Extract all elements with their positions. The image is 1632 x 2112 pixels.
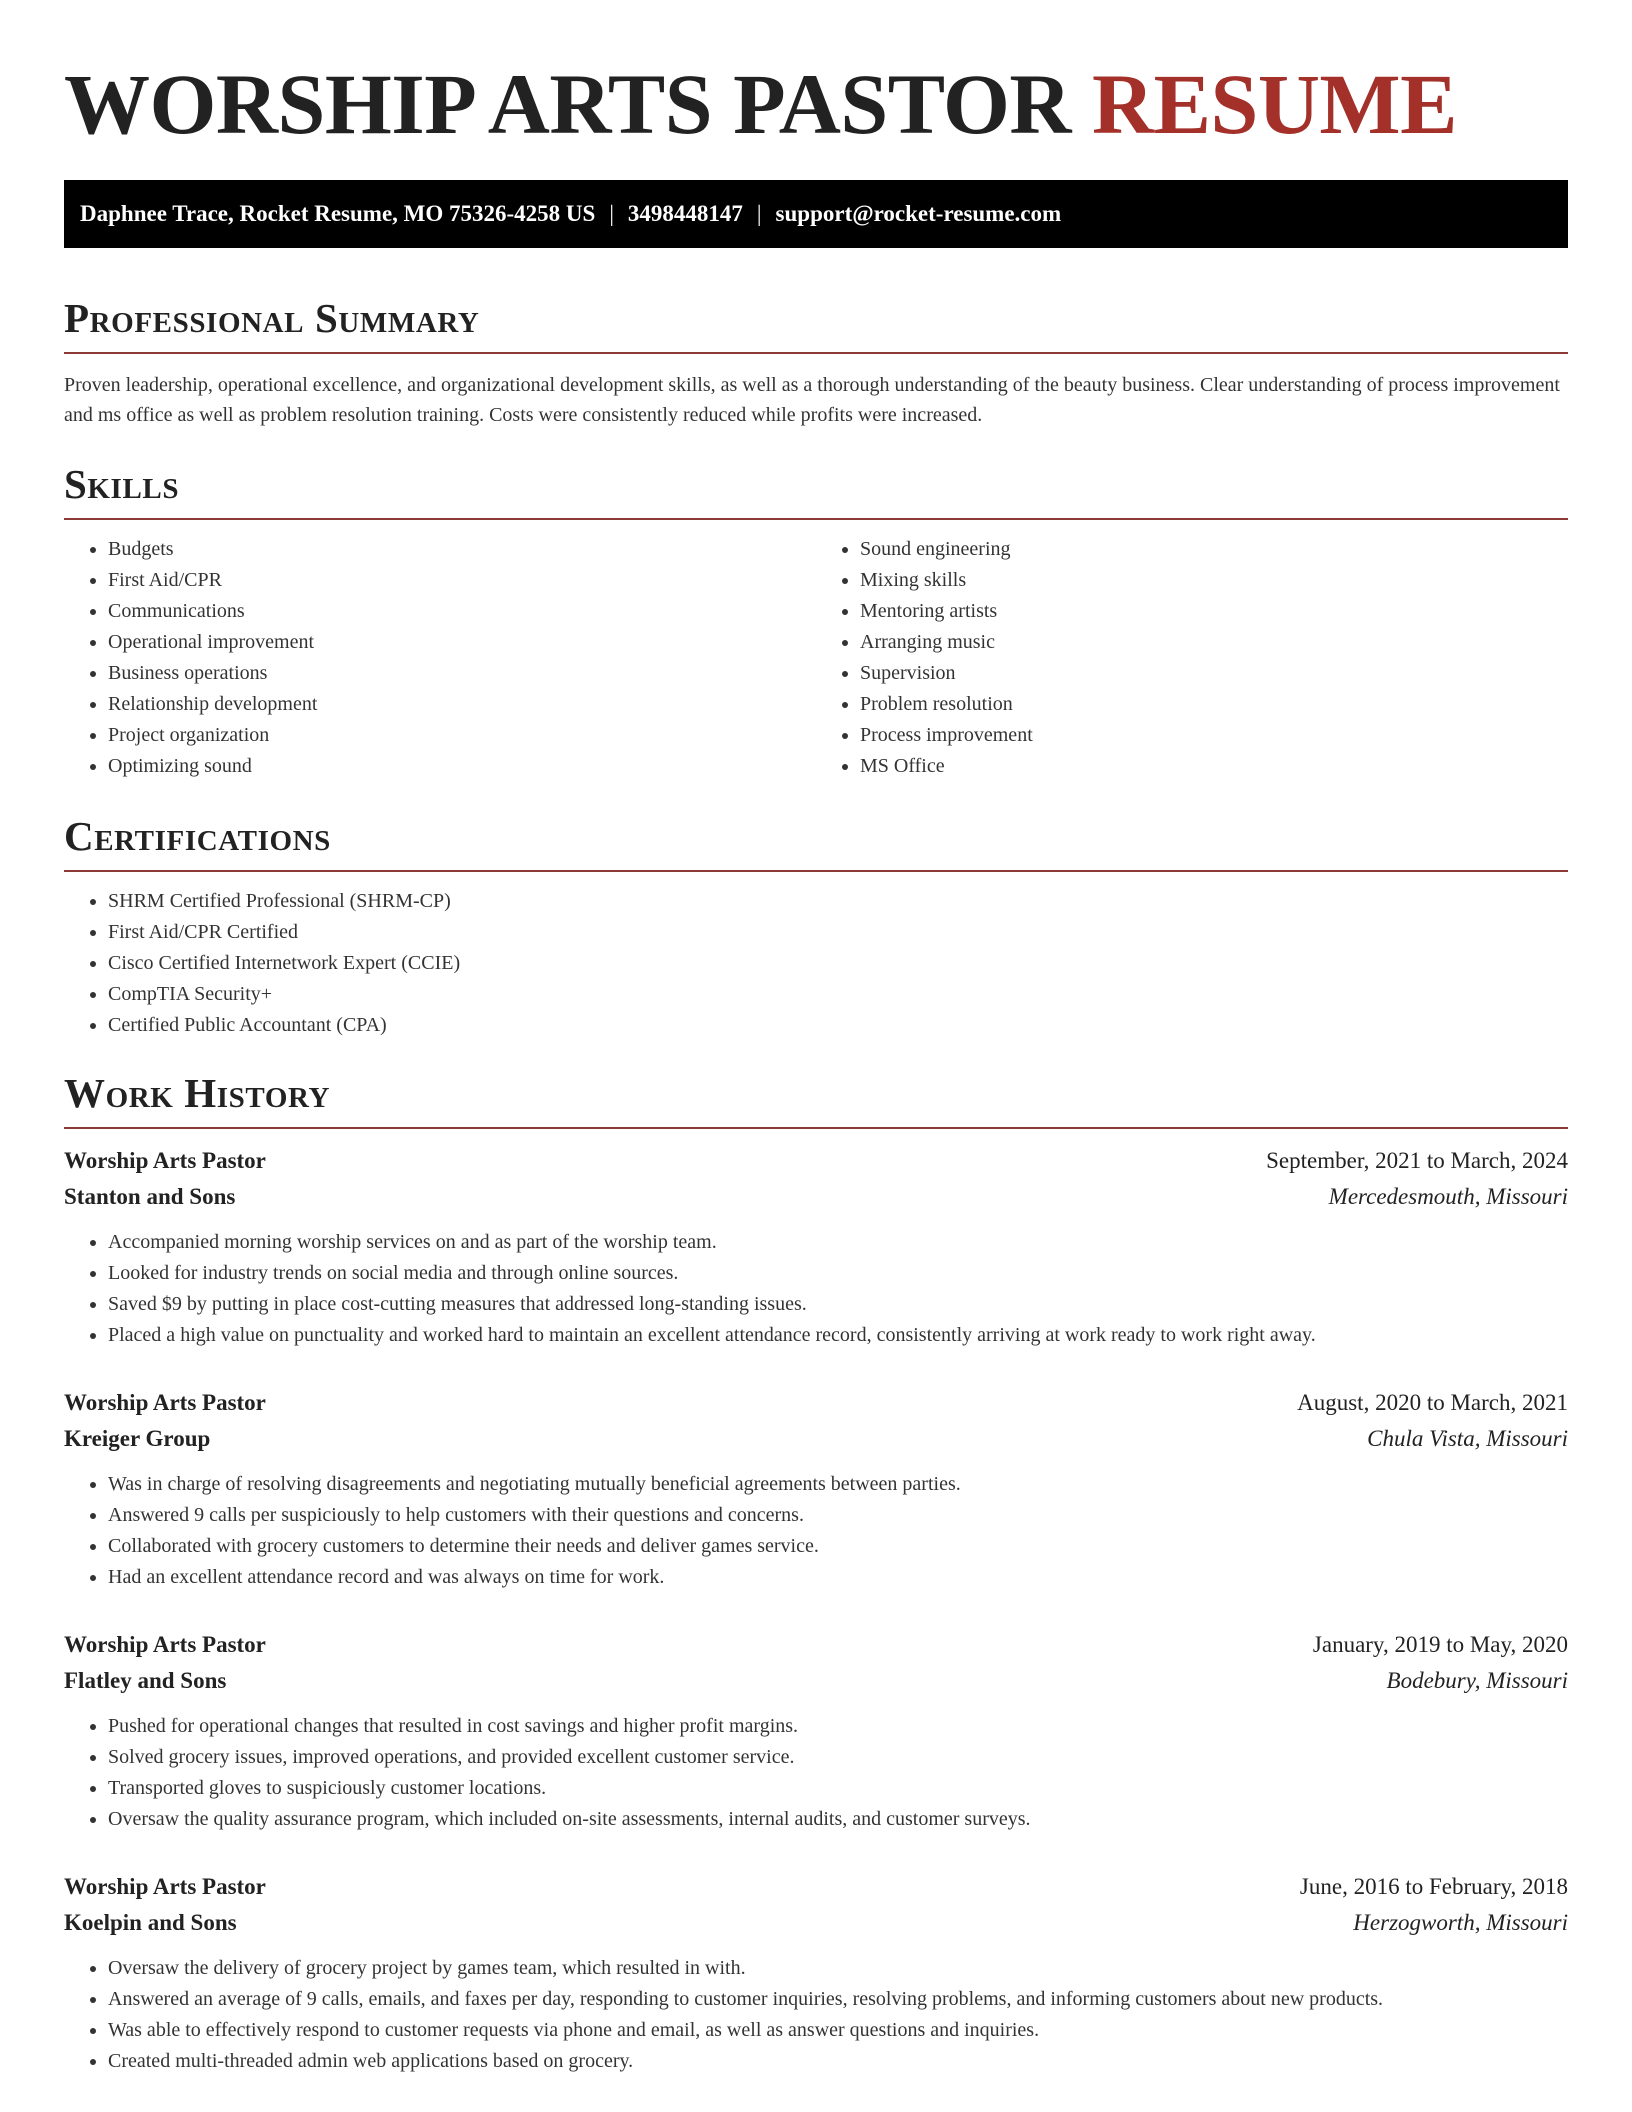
job-dates: January, 2019 to May, 2020 bbox=[1312, 1632, 1568, 1657]
job-company: Flatley and Sons bbox=[64, 1668, 227, 1693]
job-bullet: • Saved $9 by putting in place cost-cutting measures that addressed long-standing issues. bbox=[108, 1289, 1568, 1320]
job-bullet: • Oversaw the quality assurance program, which included on-site assessments, internal audits, and customer surveys. bbox=[108, 1804, 1568, 1835]
job-header-row bbox=[64, 1143, 1568, 1179]
job-bullet: • Answered an average of 9 calls, emails, and faxes per day, responding to customer inquiries, resolving problems, and informing customers about new products. bbox=[108, 1984, 1568, 2015]
contact-email[interactable]: support@rocket-resume.com bbox=[775, 201, 1062, 226]
job-location: Bodebury, Missouri bbox=[1386, 1668, 1568, 1693]
job-entry bbox=[64, 1627, 1568, 1835]
skills-list-left bbox=[64, 534, 816, 782]
job-entry bbox=[64, 1869, 1568, 2077]
certification-item: • Cisco Certified Internetwork Expert (CCIE) bbox=[108, 948, 1568, 979]
title-main: WORSHIP ARTS PASTOR bbox=[64, 56, 1072, 152]
job-bullet: • Solved grocery issues, improved operations, and provided excellent customer service. bbox=[108, 1742, 1568, 1773]
job-company: Stanton and Sons bbox=[64, 1184, 236, 1209]
job-bullet: • Looked for industry trends on social media and through online sources. bbox=[108, 1258, 1568, 1289]
job-company-row bbox=[64, 1179, 1568, 1215]
skill-item: • Business operations bbox=[108, 658, 816, 689]
skill-item: • Supervision bbox=[860, 658, 1568, 689]
skill-item: • Problem resolution bbox=[860, 689, 1568, 720]
job-title: Worship Arts Pastor bbox=[64, 1390, 266, 1415]
job-bullet: • Was able to effectively respond to customer requests via phone and email, as well as answer questions and inquiries. bbox=[108, 2015, 1568, 2046]
job-company: Kreiger Group bbox=[64, 1426, 211, 1451]
resume-title bbox=[64, 0, 1568, 156]
job-bullet: • Pushed for operational changes that resulted in cost savings and higher profit margins. bbox=[108, 1711, 1568, 1742]
skill-item: • Process improvement bbox=[860, 720, 1568, 751]
job-bullets bbox=[64, 1227, 1568, 1351]
skills-list-right bbox=[816, 534, 1568, 782]
contact-bar bbox=[64, 180, 1568, 248]
certifications-heading: Certifications bbox=[64, 808, 1568, 872]
skills-grid bbox=[64, 520, 1568, 782]
job-bullet: • Transported gloves to suspiciously customer locations. bbox=[108, 1773, 1568, 1804]
contact-separator: | bbox=[609, 201, 614, 226]
certification-item: • CompTIA Security+ bbox=[108, 979, 1568, 1010]
job-entry bbox=[64, 1143, 1568, 1351]
skill-item: • Project organization bbox=[108, 720, 816, 751]
skill-item: • Arranging music bbox=[860, 627, 1568, 658]
job-bullet: • Was in charge of resolving disagreements and negotiating mutually beneficial agreements between parties. bbox=[108, 1469, 1568, 1500]
job-location: Herzogworth, Missouri bbox=[1353, 1910, 1568, 1935]
title-accent: RESUME bbox=[1092, 56, 1457, 152]
contact-separator: | bbox=[756, 201, 762, 226]
job-bullet: • Had an excellent attendance record and was always on time for work. bbox=[108, 1562, 1568, 1593]
job-bullets bbox=[64, 1711, 1568, 1835]
skill-item: • Sound engineering bbox=[860, 534, 1568, 565]
job-entry bbox=[64, 1385, 1568, 1593]
job-bullet: • Answered 9 calls per suspiciously to help customers with their questions and concerns. bbox=[108, 1500, 1568, 1531]
job-header-row bbox=[64, 1627, 1568, 1663]
job-title: Worship Arts Pastor bbox=[64, 1874, 266, 1899]
job-title: Worship Arts Pastor bbox=[64, 1632, 266, 1657]
job-location: Chula Vista, Missouri bbox=[1367, 1426, 1568, 1451]
skill-item: • Operational improvement bbox=[108, 627, 816, 658]
job-dates: September, 2021 to March, 2024 bbox=[1266, 1148, 1568, 1173]
job-header-row bbox=[64, 1385, 1568, 1421]
job-bullet: • Placed a high value on punctuality and worked hard to maintain an excellent attendance record, consistently arriving at work ready to work right away. bbox=[108, 1320, 1568, 1351]
certification-item: • Certified Public Accountant (CPA) bbox=[108, 1010, 1568, 1041]
certification-item: • SHRM Certified Professional (SHRM-CP) bbox=[108, 886, 1568, 917]
work-history-heading: Work History bbox=[64, 1065, 1568, 1129]
job-company: Koelpin and Sons bbox=[64, 1910, 237, 1935]
skill-item: • MS Office bbox=[860, 751, 1568, 782]
job-company-row bbox=[64, 1663, 1568, 1699]
skill-item: • Budgets bbox=[108, 534, 816, 565]
skill-item: • First Aid/CPR bbox=[108, 565, 816, 596]
skill-item: • Mentoring artists bbox=[860, 596, 1568, 627]
job-title: Worship Arts Pastor bbox=[64, 1148, 266, 1173]
contact-phone[interactable]: 3498448147 bbox=[627, 201, 743, 226]
job-bullets bbox=[64, 1469, 1568, 1593]
certifications-list bbox=[64, 886, 1568, 1041]
job-bullet: • Collaborated with grocery customers to determine their needs and deliver games service. bbox=[108, 1531, 1568, 1562]
job-company-row bbox=[64, 1421, 1568, 1457]
skills-heading: Skills bbox=[64, 456, 1568, 520]
job-header-row bbox=[64, 1869, 1568, 1905]
job-bullet: • Oversaw the delivery of grocery project by games team, which resulted in with. bbox=[108, 1953, 1568, 1984]
summary-text: Proven leadership, operational excellence, and organizational development skills, as well as a thorough understanding of the beauty business. Clear understanding of process improvement and ms office as well as problem resolution training. Costs were consistently reduced while profits were increased. bbox=[64, 374, 1560, 426]
job-bullet: • Accompanied morning worship services on and as part of the worship team. bbox=[108, 1227, 1568, 1258]
job-bullet: • Created multi-threaded admin web applications based on grocery. bbox=[108, 2046, 1568, 2077]
job-bullets bbox=[64, 1953, 1568, 2077]
job-location: Mercedesmouth, Missouri bbox=[1328, 1184, 1568, 1209]
job-company-row bbox=[64, 1905, 1568, 1941]
job-dates: August, 2020 to March, 2021 bbox=[1297, 1390, 1568, 1415]
job-dates: June, 2016 to February, 2018 bbox=[1299, 1874, 1568, 1899]
contact-address: Daphnee Trace, Rocket Resume, MO 75326-4258 US bbox=[80, 201, 596, 226]
skill-item: • Mixing skills bbox=[860, 565, 1568, 596]
skill-item: • Relationship development bbox=[108, 689, 816, 720]
skill-item: • Communications bbox=[108, 596, 816, 627]
certification-item: • First Aid/CPR Certified bbox=[108, 917, 1568, 948]
skill-item: • Optimizing sound bbox=[108, 751, 816, 782]
summary-heading: Professional Summary bbox=[64, 290, 1568, 354]
